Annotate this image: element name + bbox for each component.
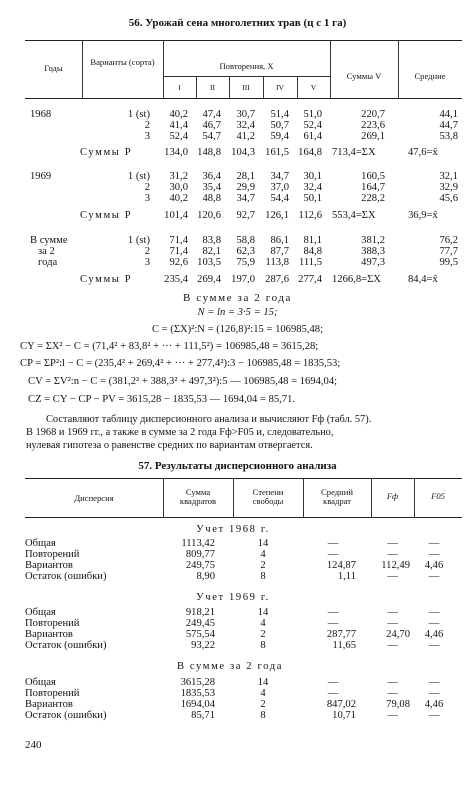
value-cell: 87,7 [270, 246, 289, 257]
mean-cell: 76,2 [439, 235, 458, 246]
variant-cell: 2 [144, 182, 150, 193]
variant-cell: 2 [144, 246, 150, 257]
header-sums: Суммы V [346, 71, 382, 81]
value-cell: 54,4 [270, 193, 289, 204]
row-name: Общая [25, 677, 56, 688]
row-ms: — [327, 618, 339, 629]
value-cell: 51,4 [270, 109, 289, 120]
row-ff: — [387, 538, 398, 549]
formula-line: CV = ΣV²:n − C = (381,2² + 388,3² + 497,3²):5 — 106985,48 = 1694,04; [28, 376, 338, 387]
sumrow-value: 134,0 [164, 147, 188, 158]
sum-cell: 497,3 [361, 257, 385, 268]
row-ff: — [387, 677, 398, 688]
row-ms: 11,65 [332, 640, 356, 651]
variant-cell: 3 [144, 257, 150, 268]
body-paragraph [26, 413, 456, 452]
sumrow-sum: 1266,8=ΣX [332, 274, 381, 285]
row-f05: 4,46 [424, 699, 444, 710]
row-df: 4 [260, 549, 266, 560]
header-variants: Варианты (сорта) [90, 57, 155, 67]
value-cell: 48,8 [202, 193, 221, 204]
row-ms: — [327, 538, 339, 549]
value-cell: 32,4 [236, 120, 255, 131]
mean-cell: 32,9 [439, 182, 458, 193]
value-cell: 103,5 [197, 257, 221, 268]
value-cell: 52,4 [169, 131, 188, 142]
value-cell: 81,1 [303, 235, 322, 246]
row-f05: — [428, 538, 440, 549]
row-f05: — [428, 549, 440, 560]
sumrow-mean: 47,6=x̄ [408, 147, 438, 158]
row-ff: — [387, 571, 398, 582]
row-f05: — [428, 571, 440, 582]
value-cell: 40,2 [169, 193, 188, 204]
sumrow-sum: 713,4=ΣX [332, 147, 376, 158]
value-cell: 84,8 [303, 246, 322, 257]
row-ms: — [327, 688, 339, 699]
value-cell: 35,4 [202, 182, 221, 193]
table57-title: 57. Результаты дисперсионного анализа [138, 460, 337, 472]
variant-cell: 2 [144, 120, 150, 131]
mean-cell: 32,1 [439, 171, 458, 182]
row-df: 4 [260, 688, 266, 699]
sum-cell: 228,2 [361, 193, 385, 204]
value-cell: 32,4 [303, 182, 322, 193]
sumrow-value: 126,1 [265, 210, 289, 221]
row-f05: — [428, 607, 440, 618]
row-ss: 809,77 [185, 549, 215, 560]
row-ff: 79,08 [386, 699, 410, 710]
table56-rep-rule [163, 76, 330, 77]
header-rep-2: II [209, 83, 216, 92]
row-name: Вариантов [25, 629, 73, 640]
value-cell: 52,4 [303, 120, 322, 131]
row-ms: 287,77 [326, 629, 356, 640]
sumrow-value: 277,4 [298, 274, 322, 285]
value-cell: 41,2 [236, 131, 255, 142]
mean-cell: 45,6 [439, 193, 458, 204]
value-cell: 28,1 [236, 171, 255, 182]
row-df: 4 [260, 618, 266, 629]
header-means: Средние [414, 71, 446, 81]
sum-cell: 269,1 [361, 131, 385, 142]
year-label: 1969 [30, 171, 52, 182]
row-ff: — [387, 618, 398, 629]
mean-cell: 44,7 [439, 120, 458, 131]
header-rep-1: I [178, 83, 181, 92]
section-title: Учет 1968 г. [196, 524, 270, 535]
sumrow-label: Суммы P [80, 274, 133, 285]
sum-cell: 160,5 [361, 171, 385, 182]
row-name: Общая [25, 607, 56, 618]
header-mean-square: Средний квадрат [321, 487, 353, 507]
table56-vline [82, 40, 83, 98]
sumrow-mean: 36,9=x̄ [408, 210, 438, 221]
sumrow-sum: 553,4=ΣX [332, 210, 376, 221]
row-f05: 4,46 [424, 560, 444, 571]
value-cell: 34,7 [236, 193, 255, 204]
paragraph-line: В 1968 и 1969 гг., а также в сумме за 2 года Fф>F05 и, следовательно, [26, 427, 334, 438]
value-cell: 36,4 [202, 171, 221, 182]
row-df: 2 [260, 560, 266, 571]
calc-heading: В сумме за 2 года [182, 292, 293, 304]
row-ms: — [327, 677, 339, 688]
header-f05: F05 [431, 491, 445, 501]
sumrow-value: 112,6 [298, 210, 322, 221]
row-f05: 4,46 [424, 629, 444, 640]
row-ss: 3615,28 [180, 677, 215, 688]
value-cell: 30,1 [303, 171, 322, 182]
row-name: Вариантов [25, 560, 73, 571]
sum-cell: 388,3 [361, 246, 385, 257]
table57-vline [303, 478, 304, 517]
value-cell: 30,0 [169, 182, 188, 193]
value-cell: 75,9 [236, 257, 255, 268]
sumrow-value: 161,5 [265, 147, 289, 158]
value-cell: 86,1 [270, 235, 289, 246]
table56-vline [330, 40, 331, 98]
paragraph-line: нулевая гипотеза о равенстве средних по вариантам отвергается. [26, 440, 313, 451]
sumrow-value: 104,3 [231, 147, 255, 158]
row-df: 2 [260, 699, 266, 710]
sumrow-value: 148,8 [197, 147, 221, 158]
formula-line: CZ = CY − CP − PV = 3615,28 − 1835,53 — 1694,04 = 85,71. [28, 394, 296, 405]
row-ff: 112,49 [381, 560, 410, 571]
value-cell: 59,4 [270, 131, 289, 142]
year-label: за 2 [38, 246, 55, 257]
row-ff: — [387, 607, 398, 618]
value-cell: 71,4 [169, 235, 188, 246]
value-cell: 71,4 [169, 246, 188, 257]
row-ff: — [387, 710, 398, 721]
year-label: года [38, 257, 58, 268]
sumrow-label: Суммы P [80, 210, 133, 221]
year-label: 1968 [30, 109, 52, 120]
row-ss: 249,45 [185, 618, 215, 629]
value-cell: 50,1 [303, 193, 322, 204]
sumrow-value: 164,8 [298, 147, 322, 158]
mean-cell: 99,5 [439, 257, 458, 268]
value-cell: 50,7 [270, 120, 289, 131]
row-ms: — [327, 549, 339, 560]
table57-header-rule [25, 517, 462, 518]
value-cell: 83,8 [202, 235, 221, 246]
table56-vline [398, 40, 399, 98]
table57-vline [163, 478, 164, 517]
sumrow-value: 269,4 [197, 274, 221, 285]
mean-cell: 44,1 [439, 109, 458, 120]
formula-line: C = (ΣX)²:N = (126,8)²:15 = 106985,48; [151, 324, 324, 335]
section-title: В сумме за 2 года [176, 661, 284, 672]
variant-cell: 1 (st) [127, 235, 150, 246]
row-ms: 10,71 [332, 710, 356, 721]
row-df: 14 [257, 677, 269, 688]
header-rep-5: V [310, 83, 317, 92]
value-cell: 61,4 [303, 131, 322, 142]
paragraph-line: Составляют таблицу дисперсионного анализа и вычисляют Fф (табл. 57). [46, 414, 372, 425]
sumrow-value: 235,4 [164, 274, 188, 285]
row-ss: 85,71 [191, 710, 215, 721]
sumrow-label: Суммы P [80, 147, 133, 158]
row-name: Остаток (ошибки) [25, 710, 107, 721]
row-ss: 249,75 [185, 560, 215, 571]
row-ss: 575,54 [185, 629, 215, 640]
value-cell: 111,5 [298, 257, 322, 268]
section-title: Учет 1969 г. [196, 592, 270, 603]
header-rep-4: IV [275, 83, 284, 92]
sumrow-value: 101,4 [164, 210, 188, 221]
table57-top-rule [25, 478, 462, 479]
header-repetitions: Повторения, X [219, 61, 274, 71]
value-cell: 31,2 [169, 171, 188, 182]
header-rep-3: III [242, 83, 250, 92]
row-ff: 24,70 [386, 629, 410, 640]
row-ms: — [327, 607, 339, 618]
variant-cell: 1 (st) [127, 109, 150, 120]
sum-cell: 164,7 [361, 182, 385, 193]
value-cell: 37,0 [270, 182, 289, 193]
row-df: 8 [260, 710, 266, 721]
row-ss: 93,22 [191, 640, 215, 651]
variant-cell: 1 (st) [127, 171, 150, 182]
table57-vline [233, 478, 234, 517]
value-cell: 29,9 [236, 182, 255, 193]
mean-cell: 77,7 [439, 246, 458, 257]
row-name: Остаток (ошибки) [25, 571, 107, 582]
row-f05: — [428, 640, 440, 651]
table56-title: 56. Урожай сена многолетних трав (ц с 1 га) [128, 17, 347, 29]
value-cell: 41,4 [169, 120, 188, 131]
value-cell: 34,7 [270, 171, 289, 182]
row-ff: — [387, 640, 398, 651]
row-df: 14 [257, 538, 269, 549]
value-cell: 51,0 [303, 109, 322, 120]
formula-line: CY = ΣX² − C = (71,4² + 83,8² + ··· + 111,5²) = 106985,48 = 3615,28; [20, 341, 319, 352]
value-cell: 58,8 [236, 235, 255, 246]
table56-top-rule [25, 40, 462, 41]
value-cell: 30,7 [236, 109, 255, 120]
row-df: 14 [257, 607, 269, 618]
row-name: Остаток (ошибки) [25, 640, 107, 651]
sumrow-value: 92,7 [236, 210, 255, 221]
sumrow-mean: 84,4=x̄ [408, 274, 438, 285]
row-ms: 1,11 [337, 571, 356, 582]
sumrow-value: 287,6 [265, 274, 289, 285]
row-name: Повторений [25, 549, 80, 560]
value-cell: 54,7 [202, 131, 221, 142]
row-df: 8 [260, 640, 266, 651]
row-ms: 124,87 [326, 560, 356, 571]
row-ss: 918,21 [185, 607, 215, 618]
value-cell: 40,2 [169, 109, 188, 120]
row-ss: 8,90 [196, 571, 215, 582]
row-name: Общая [25, 538, 56, 549]
row-ss: 1113,42 [181, 538, 215, 549]
header-dispersion: Дисперсия [74, 493, 114, 503]
row-ff: — [387, 549, 398, 560]
formula-line: CP = ΣP²:l − C = (235,4² + 269,4² + ··· + 277,4²):3 − 106985,48 = 1835,53; [20, 358, 341, 369]
sum-cell: 223,6 [361, 120, 385, 131]
value-cell: 113,8 [265, 257, 289, 268]
row-ms: 847,02 [326, 699, 356, 710]
value-cell: 46,7 [202, 120, 221, 131]
value-cell: 47,4 [202, 109, 221, 120]
row-f05: — [428, 618, 440, 629]
sumrow-value: 120,6 [197, 210, 221, 221]
row-name: Повторений [25, 618, 80, 629]
year-label: В сумме [30, 235, 68, 246]
header-f-fact: Fф [386, 491, 399, 501]
row-df: 2 [260, 629, 266, 640]
header-years: Годы [44, 63, 63, 73]
table56-header-rule [25, 98, 462, 99]
row-name: Повторений [25, 688, 80, 699]
sum-cell: 220,7 [361, 109, 385, 120]
row-f05: — [428, 710, 440, 721]
row-ss: 1694,04 [180, 699, 215, 710]
sumrow-value: 197,0 [231, 274, 255, 285]
formula-line: N = ln = 3·5 = 15; [197, 307, 278, 318]
page-number: 240 [25, 739, 42, 751]
row-ss: 1835,53 [180, 688, 215, 699]
row-f05: — [428, 688, 440, 699]
variant-cell: 3 [144, 193, 150, 204]
value-cell: 82,1 [202, 246, 221, 257]
header-degrees-freedom: Степени свободы [252, 487, 284, 507]
row-ff: — [387, 688, 398, 699]
row-name: Вариантов [25, 699, 73, 710]
row-f05: — [428, 677, 440, 688]
mean-cell: 53,8 [439, 131, 458, 142]
sum-cell: 381,2 [361, 235, 385, 246]
header-sum-squares: Сумма квадратов [179, 487, 217, 507]
value-cell: 92,6 [169, 257, 188, 268]
row-df: 8 [260, 571, 266, 582]
variant-cell: 3 [144, 131, 150, 142]
value-cell: 62,3 [236, 246, 255, 257]
